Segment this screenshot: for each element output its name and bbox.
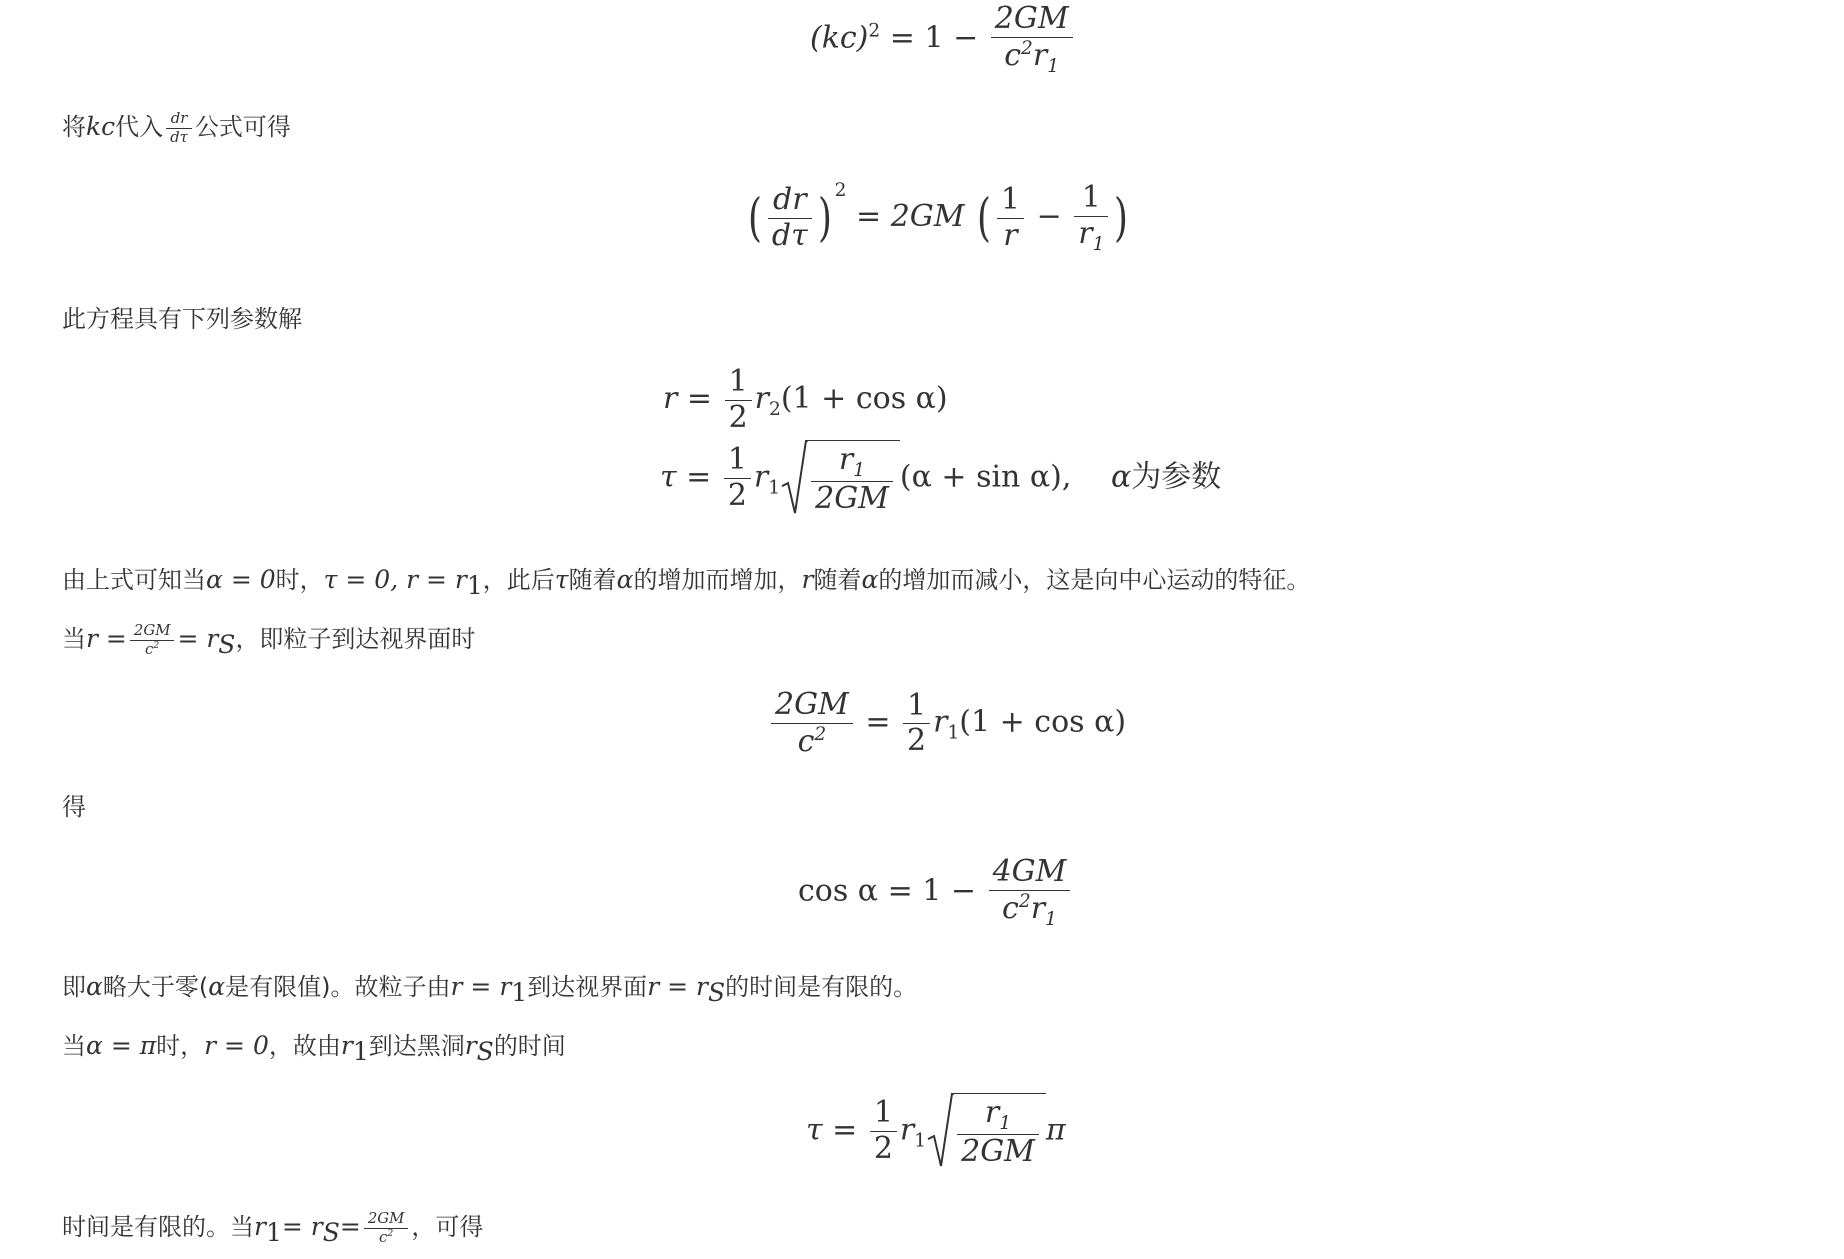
p3-s4: 随着 [568, 566, 617, 594]
eq4-hn: 1 [903, 689, 930, 725]
p6-m3-sub: 1 [511, 977, 528, 1007]
eq2-frac-1 [997, 183, 1024, 253]
p8-den: c [378, 1227, 388, 1246]
equation-tau-pi [806, 1093, 1066, 1170]
eq3-r2-sub: 2 [769, 399, 781, 420]
p8-m2: = r [281, 1212, 323, 1241]
eq3-half-den: 2 [728, 399, 748, 435]
p7-s3: ，故由 [268, 1032, 341, 1060]
eq3-r1: r [753, 459, 769, 495]
eq1-rhs: = 1 − [889, 20, 979, 56]
eq5-den-c-sup: 2 [1018, 890, 1031, 912]
eq6-hd: 2 [873, 1130, 893, 1166]
eq3-sqrt [780, 440, 900, 517]
p4-m1: r = [86, 624, 127, 653]
eq1-den-c: c [1004, 37, 1022, 73]
p1-den: dτ [170, 127, 188, 146]
eq5-den-r-sub: 1 [1045, 908, 1057, 930]
eq2-den: dτ [771, 217, 808, 253]
eq3-sq-num: r [838, 442, 854, 477]
eq3-r-tail: (1 + cos α) [780, 381, 948, 416]
p1-kc: kc [86, 112, 116, 141]
eq5-den-c: c [1002, 890, 1019, 926]
p7-m3: r [340, 1031, 353, 1060]
eq3-half-den-2: 2 [727, 477, 747, 513]
p8-num: 2GM [364, 1210, 409, 1228]
p3-s1: 由上式可知当 [62, 566, 206, 594]
eq2-num: dr [768, 183, 812, 219]
eq6-hn: 1 [870, 1096, 897, 1132]
eq3-half-2 [724, 443, 751, 513]
eq2-d1: r [1003, 217, 1018, 253]
equation-parametric-tau [660, 440, 1221, 517]
p3-s6: 随着 [813, 566, 862, 594]
eq5-lhs: cos α = 1 − [798, 873, 977, 909]
p8-m1-sub: 1 [265, 1217, 282, 1247]
p1-derivative [166, 110, 192, 145]
equation-dr-dtau: ( $\frac{dr}{d\tau}$ ) $^2$ = 2GM ( $\frac{1}{r}$ − $\frac{1}{r_1}$ ) [747, 180, 1129, 255]
eq2-sup: 2 [834, 180, 847, 201]
paragraph-finite-time [62, 970, 917, 1010]
eq1-sup: 2 [868, 20, 881, 42]
eq5-num: 4GM [989, 855, 1071, 891]
p7-m3-sub: 1 [352, 1036, 369, 1066]
p6-m1: α [86, 972, 103, 1001]
p7-s4: 到达黑洞 [368, 1032, 465, 1060]
p4-fraction [130, 622, 175, 657]
eq4-tail: (1 + cos α) [959, 704, 1127, 740]
eq1-den-c-sup: 2 [1021, 37, 1033, 59]
eq3-half-1 [725, 365, 752, 435]
p7-s5: 的时间 [493, 1032, 566, 1060]
p3-s2: 时， [275, 566, 324, 594]
eq3-r2: r [754, 381, 769, 416]
p7-m4: r [464, 1031, 477, 1060]
paragraph-horizon-reach [62, 622, 475, 662]
p8-den-sup: 2 [387, 1227, 394, 1239]
p1-text-c: 公式可得 [194, 113, 291, 141]
eq3-alpha: α [1110, 459, 1132, 495]
eq3-sq-num-sub: 1 [853, 460, 866, 481]
p4-den: c [145, 639, 154, 658]
p6-s3: 是有限值)。故粒子由 [225, 973, 451, 1001]
eq4-den-sup: 2 [814, 723, 827, 745]
p3-m1: α = 0 [206, 565, 276, 594]
p7-s2: 时， [156, 1032, 205, 1060]
eq2-d2: r [1078, 215, 1093, 251]
eq4-r: r [933, 704, 948, 740]
p7-s1: 当 [62, 1032, 86, 1060]
p7-m2: r = 0 [204, 1031, 269, 1060]
p7-m4-sub: S [476, 1036, 494, 1066]
eq3-r1-sub: 1 [768, 477, 781, 499]
equation-parametric-r [663, 365, 948, 435]
p6-s5: 的时间是有限的。 [725, 973, 918, 1001]
p3-m4: α [616, 565, 634, 594]
eq2-n2: 1 [1074, 181, 1108, 217]
equation-cos-alpha [798, 855, 1073, 930]
equation-horizon-condition [768, 688, 1126, 759]
eq6-sq-num: r [984, 1095, 1000, 1130]
p4-s2: ，即粒子到达视界面时 [235, 625, 476, 653]
eq4-r-sub: 1 [947, 722, 960, 744]
p6-m4: r = r [647, 972, 708, 1001]
p3-m5: r [801, 565, 814, 594]
eq6-sq-den: 2GM [961, 1134, 1035, 1170]
eq1-numerator: 2GM [991, 2, 1073, 38]
p4-den-sup: 2 [153, 639, 160, 651]
p3-s5: 的增加而增加， [633, 566, 802, 594]
p8-fraction [364, 1210, 409, 1245]
p4-m2: = r [177, 624, 219, 653]
p6-m3: r = r [450, 972, 512, 1001]
p1-num: dr [166, 110, 192, 128]
eq4-frac-gm [771, 688, 853, 759]
eq3-sq-den: 2GM [815, 481, 889, 517]
p3-s7: 的增加而减小，这是向中心运动的特征。 [878, 566, 1311, 594]
equation-kc-squared [810, 2, 1076, 77]
p7-m1: α = π [86, 1031, 157, 1060]
p6-m4-sub: S [707, 977, 726, 1007]
p3-m2: τ = 0, r = r [323, 565, 467, 594]
eq3-half-num-2: 1 [724, 443, 751, 479]
eq4-den: c [797, 723, 815, 759]
eq3-param-label: 为参数 [1131, 459, 1222, 495]
p8-m2-sub: S [322, 1217, 340, 1247]
eq6-sq-num-sub: 1 [999, 1113, 1012, 1134]
p8-s2: ，可得 [411, 1213, 484, 1241]
paragraph-black-hole-time [62, 1029, 566, 1069]
eq2-minus: − [1036, 199, 1062, 234]
p1-text-a: 将 [62, 113, 86, 141]
eq2-derivative [768, 183, 812, 253]
p4-s1: 当 [62, 625, 86, 653]
p6-s2: 略大于零( [102, 973, 209, 1001]
p8-m1: r [254, 1212, 266, 1241]
eq2-n1: 1 [997, 183, 1024, 219]
eq6-sqrt [926, 1093, 1046, 1170]
eq1-den-r: r [1032, 37, 1048, 73]
eq4-hd: 2 [907, 723, 927, 758]
eq4-half [903, 689, 930, 759]
eq2-eq: = 2GM [856, 199, 965, 234]
eq2-d2-sub: 1 [1092, 233, 1105, 255]
p8-s1: 时间是有限的。当 [62, 1213, 254, 1241]
eq6-half [870, 1096, 897, 1166]
p3-m2-sub: 1 [466, 570, 483, 600]
eq3-t-lhs: τ = [660, 459, 712, 495]
eq2-frac-2 [1074, 181, 1108, 255]
p4-m2-sub: S [218, 629, 236, 659]
p3-m6: α [861, 565, 879, 594]
eq3-half-num: 1 [725, 365, 752, 401]
eq3-r-lhs: r = [663, 381, 713, 416]
paragraph-motion-analysis [62, 563, 1310, 603]
p4-num: 2GM [130, 622, 175, 640]
eq4-eq: = [865, 704, 891, 740]
eq5-fraction [989, 855, 1071, 930]
p3-s3: ，此后 [482, 566, 555, 594]
p1-text-b: 代入 [115, 113, 164, 141]
p6-s4: 到达视界面 [527, 973, 648, 1001]
paragraph-parametric-intro: 此方程具有下列参数解 [62, 305, 302, 333]
p3-m3: τ [554, 565, 569, 594]
eq1-den-r-sub: 1 [1047, 55, 1060, 77]
eq3-t-tail: (α + sin α), [899, 459, 1072, 495]
p6-m2: α [208, 972, 226, 1001]
eq1-fraction [991, 2, 1073, 77]
eq4-num: 2GM [771, 688, 853, 724]
eq6-r-sub: 1 [914, 1130, 927, 1152]
eq1-lhs: (kc) [810, 20, 869, 56]
eq6-pi: π [1045, 1112, 1066, 1148]
p8-m3: = [339, 1212, 361, 1241]
paragraph-hence: 得 [62, 793, 86, 821]
eq6-r: r [899, 1112, 915, 1148]
eq6-lhs: τ = [806, 1112, 858, 1148]
paragraph-substitute-kc [62, 110, 291, 146]
eq5-den-r: r [1030, 890, 1046, 926]
paragraph-schwarzschild-case [62, 1210, 483, 1250]
p6-s1: 即 [62, 973, 86, 1001]
